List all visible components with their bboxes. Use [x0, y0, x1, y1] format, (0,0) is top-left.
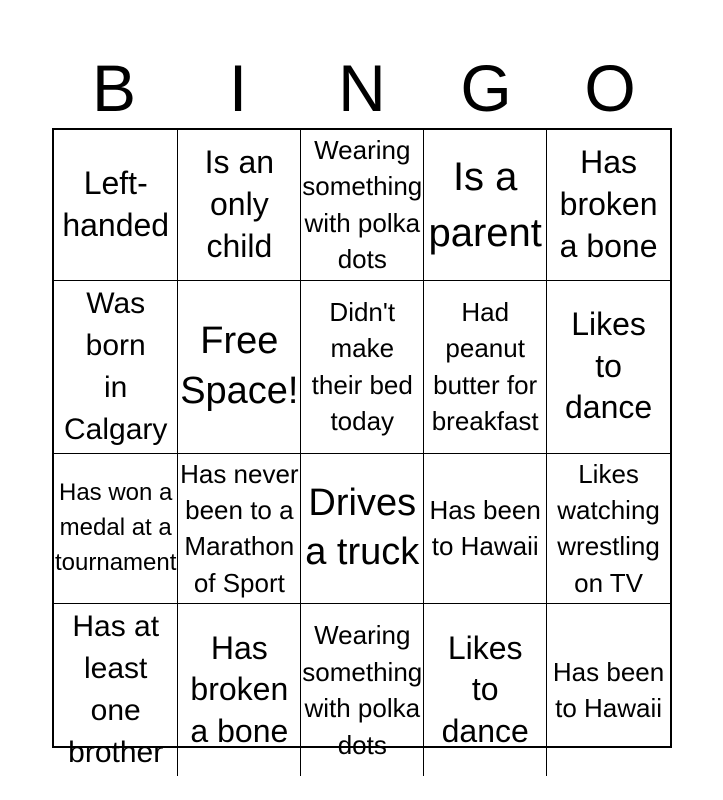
bingo-cell[interactable]: Has broken a bone	[178, 604, 301, 776]
header-letter-g: G	[460, 51, 512, 125]
bingo-cell[interactable]: Free Space!	[178, 281, 301, 454]
bingo-cell[interactable]: Is an only child	[178, 130, 301, 281]
bingo-cell[interactable]: Left- handed	[54, 130, 178, 281]
bingo-cell[interactable]: Has broken a bone	[547, 130, 670, 281]
bingo-cell[interactable]: Didn't make their bed today	[301, 281, 424, 454]
bingo-cell[interactable]: Drives a truck	[301, 454, 424, 605]
bingo-board	[52, 128, 672, 770]
bingo-header	[52, 52, 672, 124]
bingo-cell[interactable]: Has never been to a Marathon of Sport	[178, 454, 301, 605]
bingo-cell[interactable]: Has been to Hawaii	[552, 656, 665, 724]
bingo-cell[interactable]: Likes to dance	[424, 604, 547, 776]
bingo-cell[interactable]: Wearing something with polka dots	[301, 604, 424, 776]
bingo-cell[interactable]: Has at least one brother	[54, 604, 178, 776]
bingo-cell[interactable]: Was born in Calgary	[54, 281, 178, 454]
bingo-cell[interactable]: Wearing something with polka dots	[301, 130, 424, 281]
header-letter-n: N	[338, 51, 386, 125]
header-letter-o: O	[584, 51, 636, 125]
bingo-cell[interactable]: Has been to Hawaii	[424, 454, 547, 605]
bingo-cell[interactable]: Likes to dance	[547, 281, 670, 454]
header-letter-b: B	[91, 51, 137, 125]
bingo-cell[interactable]: Had peanut butter for breakfast	[424, 281, 547, 454]
bingo-cell[interactable]: Has won a medal at a tournament	[54, 454, 178, 605]
header-letter-i: I	[228, 51, 248, 125]
bingo-cell[interactable]: Is a parent	[424, 130, 547, 281]
bingo-cell[interactable]: Likes watching wrestling on TV	[547, 454, 670, 605]
